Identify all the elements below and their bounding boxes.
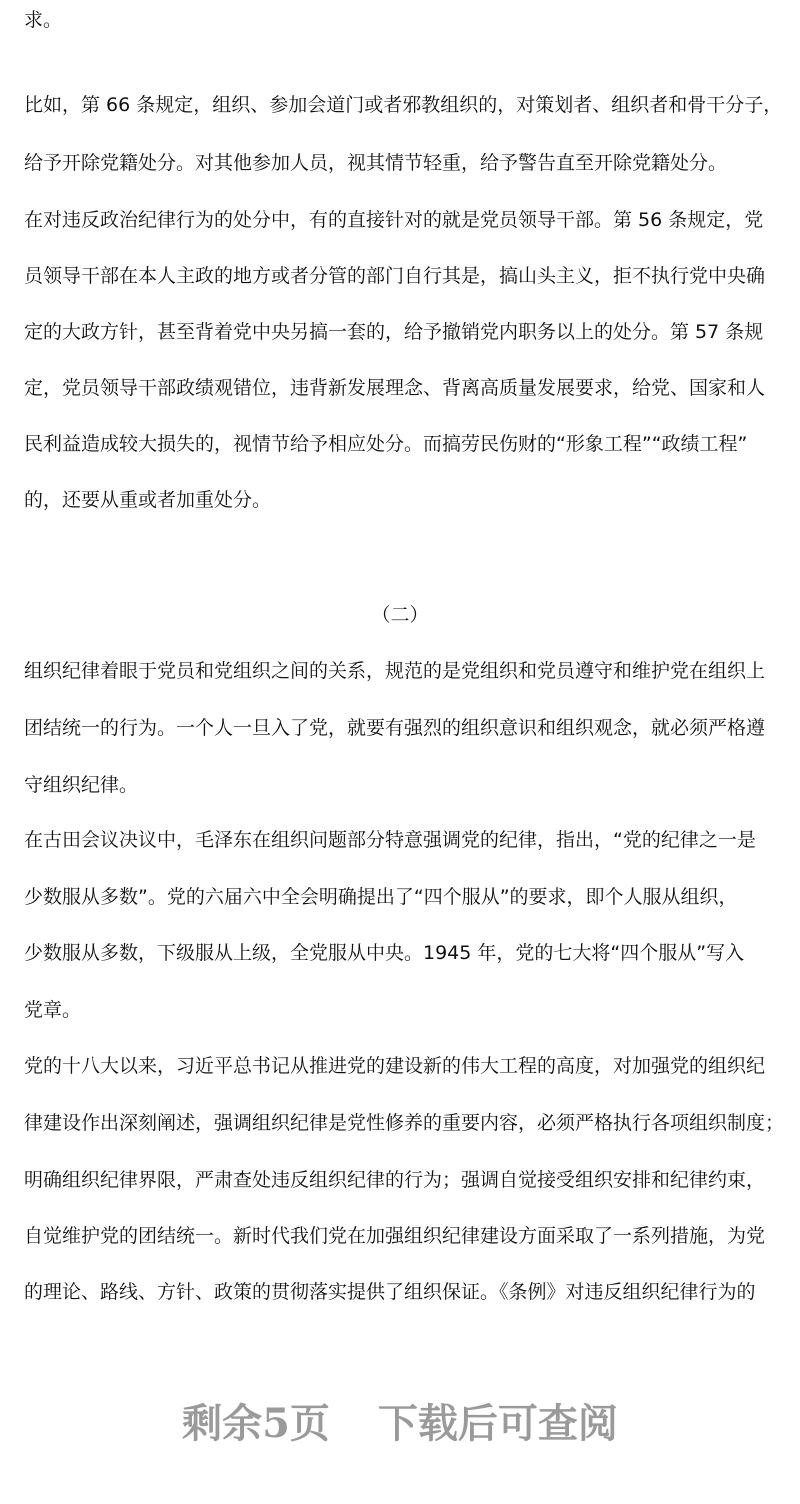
text-line: 的理论、路线、方针、政策的贯彻落实提供了组织保证。《条例》对违反组织纪律行为的: [24, 1281, 756, 1303]
text-line: 组织纪律着眼于党员和党组织之间的关系，规范的是党组织和党员遵守和维护党在组织上: [24, 660, 766, 682]
text-line: 律建设作出深刻阐述，强调组织纪律是党性修养的重要内容，必须严格执行各项组织制度；: [24, 1112, 785, 1134]
text-line: 的，还要从重或者加重处分。: [24, 489, 272, 511]
text-line: 守组织纪律。: [24, 774, 139, 796]
remaining-pages-label: 剩余5页: [182, 1400, 330, 1447]
text-line: 少数服从多数，下级服从上级，全党服从中央。1945 年，党的七大将“四个服从”写入: [24, 942, 745, 964]
download-prompt-label: 下载后可查阅: [377, 1400, 618, 1447]
text-line: 少数服从多数”。党的六届六中全会明确提出了“四个服从”的要求，即个人服从组织，: [24, 886, 738, 908]
section-title: （二）: [371, 604, 429, 626]
text-line: 团结统一的行为。一个人一旦入了党，就要有强烈的组织意识和组织观念，就必须严格遵: [24, 717, 766, 739]
text-line: 党章。: [24, 999, 82, 1021]
text-line: 定的大政方针，甚至背着党中央另搞一套的，给予撤销党内职务以上的处分。第 57 条规: [24, 321, 764, 343]
text-line: 比如，第 66 条规定，组织、参加会道门或者邪教组织的，对策划者、组织者和骨干分子，: [24, 94, 783, 116]
text-line: 定，党员领导干部政绩观错位，违背新发展理念、背离高质量发展要求，给党、国家和人: [24, 377, 766, 399]
text-line: 民利益造成较大损失的，视情节给予相应处分。而搞劳民伤财的“形象工程”“政绩工程”: [24, 433, 748, 455]
text-line: 明确组织纪律界限，严肃查处违反组织纪律的行为；强调自觉接受组织安排和纪律约束，: [24, 1169, 766, 1191]
text-line: 党的十八大以来，习近平总书记从推进党的建设新的伟大工程的高度，对加强党的组织纪: [24, 1055, 766, 1077]
text-line: 在古田会议决议中，毛泽东在组织问题部分特意强调党的纪律，指出，“党的纪律之一是: [24, 829, 756, 851]
text-line: 给予开除党籍处分。对其他参加人员，视其情节轻重，给予警告直至开除党籍处分。: [24, 152, 728, 174]
download-banner[interactable]: [0, 1396, 800, 1452]
text-line: 员领导干部在本人主政的地方或者分管的部门自行其是，搞山头主义，拒不执行党中央确: [24, 265, 766, 287]
text-line: 在对违反政治纪律行为的处分中，有的直接针对的就是党员领导干部。第 56 条规定，党: [24, 209, 764, 231]
text-line: 自觉维护党的团结统一。新时代我们党在加强组织纪律建设方面采取了一系列措施，为党: [24, 1225, 766, 1247]
text-line: 求。: [24, 9, 63, 31]
